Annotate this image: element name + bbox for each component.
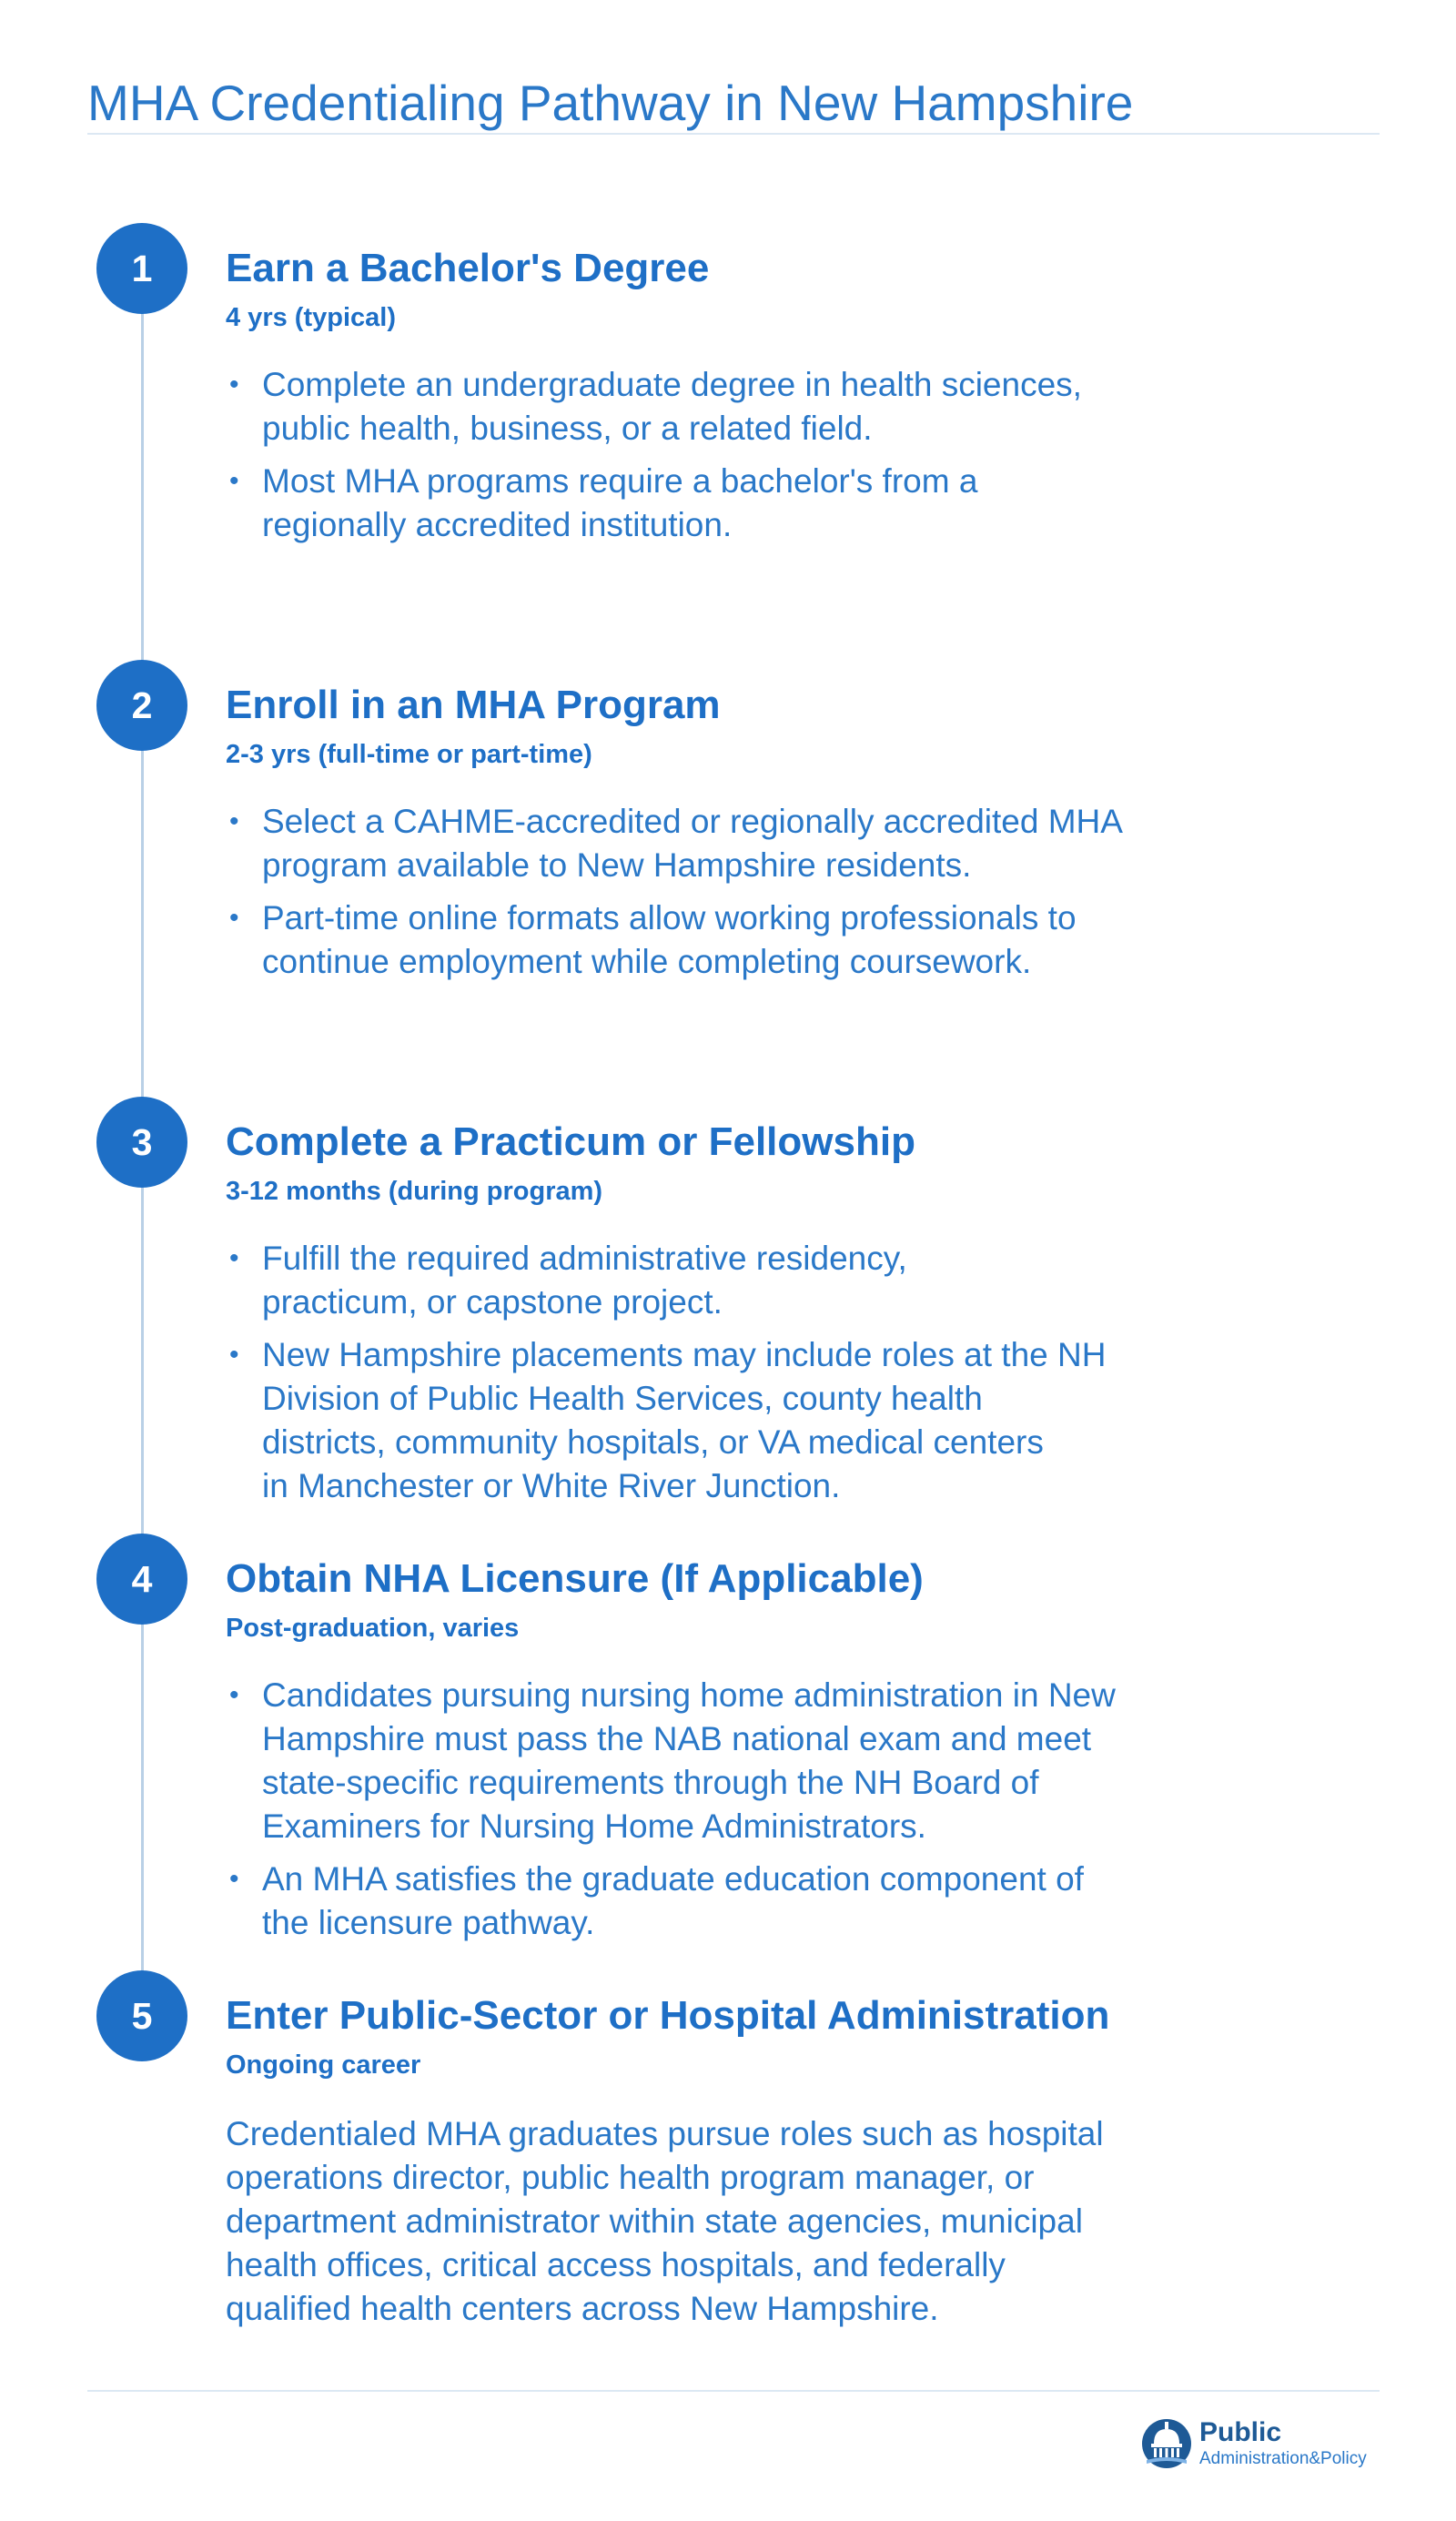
bullet-text: New Hampshire placements may include roles at the NH Division of Public Health Services, county health districts, community hospitals, or VA medical centers in Manchester or White River Junction. <box>262 1336 1107 1504</box>
bullet-text: Part-time online formats allow working professionals to continue employment while completing coursework. <box>262 899 1077 980</box>
step-number-badge: 2 <box>96 660 187 751</box>
bullet-text: Most MHA programs require a bachelor's from a regionally accredited institution. <box>262 462 978 543</box>
bullet-icon: • <box>229 903 239 933</box>
list-item <box>226 1333 1227 1508</box>
bullet-icon: • <box>229 1680 239 1710</box>
step-bullet-list <box>226 1674 1227 1945</box>
step-number-badge: 3 <box>96 1097 187 1188</box>
step-title: Enter Public-Sector or Hospital Administration <box>226 1993 1110 2038</box>
bullet-text: An MHA satisfies the graduate education component of the licensure pathway. <box>262 1860 1084 1941</box>
step-title: Obtain NHA Licensure (If Applicable) <box>226 1556 924 1601</box>
step-duration: Ongoing career <box>226 2050 421 2080</box>
step-content <box>226 223 1227 556</box>
step-title: Enroll in an MHA Program <box>226 683 721 727</box>
list-item <box>226 1237 1227 1324</box>
step-duration: 4 yrs (typical) <box>226 303 396 332</box>
list-item <box>226 1674 1227 1848</box>
top-divider <box>87 133 1380 135</box>
step-title: Earn a Bachelor's Degree <box>226 246 710 290</box>
step-number-badge: 5 <box>96 1970 187 2061</box>
bullet-text: Fulfill the required administrative residency, practicum, or capstone project. <box>262 1240 907 1321</box>
bottom-divider <box>87 2390 1380 2392</box>
list-item <box>226 460 1227 547</box>
list-item <box>226 1858 1227 1945</box>
capitol-dome-icon <box>1141 2416 1192 2471</box>
step-duration: Post-graduation, varies <box>226 1614 520 1643</box>
step-bullet-list <box>226 1237 1227 1508</box>
step-duration: 3-12 months (during program) <box>226 1177 603 1206</box>
step-number-badge: 4 <box>96 1534 187 1625</box>
step-duration: 2-3 yrs (full-time or part-time) <box>226 740 592 769</box>
step-title: Complete a Practicum or Fellowship <box>226 1119 915 1164</box>
bullet-icon: • <box>229 1340 239 1370</box>
step-number-badge: 1 <box>96 223 187 314</box>
bullet-icon: • <box>229 806 239 836</box>
logo-wordmark: Public <box>1199 2417 1282 2447</box>
bullet-icon: • <box>229 466 239 496</box>
step-content <box>226 1534 1227 1954</box>
step-content <box>226 1097 1227 1517</box>
bullet-icon: • <box>229 370 239 400</box>
bullet-icon: • <box>229 1243 239 1273</box>
page-title: MHA Credentialing Pathway in New Hampshire <box>87 74 1134 131</box>
step-bullet-list <box>226 363 1227 547</box>
step-content <box>226 1970 1227 2331</box>
logo-subtitle: Administration&Policy <box>1199 2449 1367 2468</box>
list-item <box>226 800 1227 887</box>
bullet-text: Candidates pursuing nursing home administration in New Hampshire must pass the NAB national exam and meet state-specific requirements through the NH Board of Examiners for Nursing Home Administrators. <box>262 1676 1116 1845</box>
list-item <box>226 896 1227 984</box>
list-item <box>226 363 1227 451</box>
step-content <box>226 660 1227 993</box>
step-bullet-list <box>226 800 1227 984</box>
bullet-text: Select a CAHME-accredited or regionally accredited MHA program available to New Hampshire residents. <box>262 803 1123 884</box>
brand-logo <box>1141 2416 1380 2475</box>
bullet-icon: • <box>229 1864 239 1894</box>
step-description: Credentialed MHA graduates pursue roles such as hospital operations director, public health program manager, or department administrator within state agencies, municipal health offices, critical access hospitals, and federally qualified health centers across New Hampshire. <box>226 2115 1104 2327</box>
bullet-text: Complete an undergraduate degree in health sciences, public health, business, or a related field. <box>262 366 1082 447</box>
